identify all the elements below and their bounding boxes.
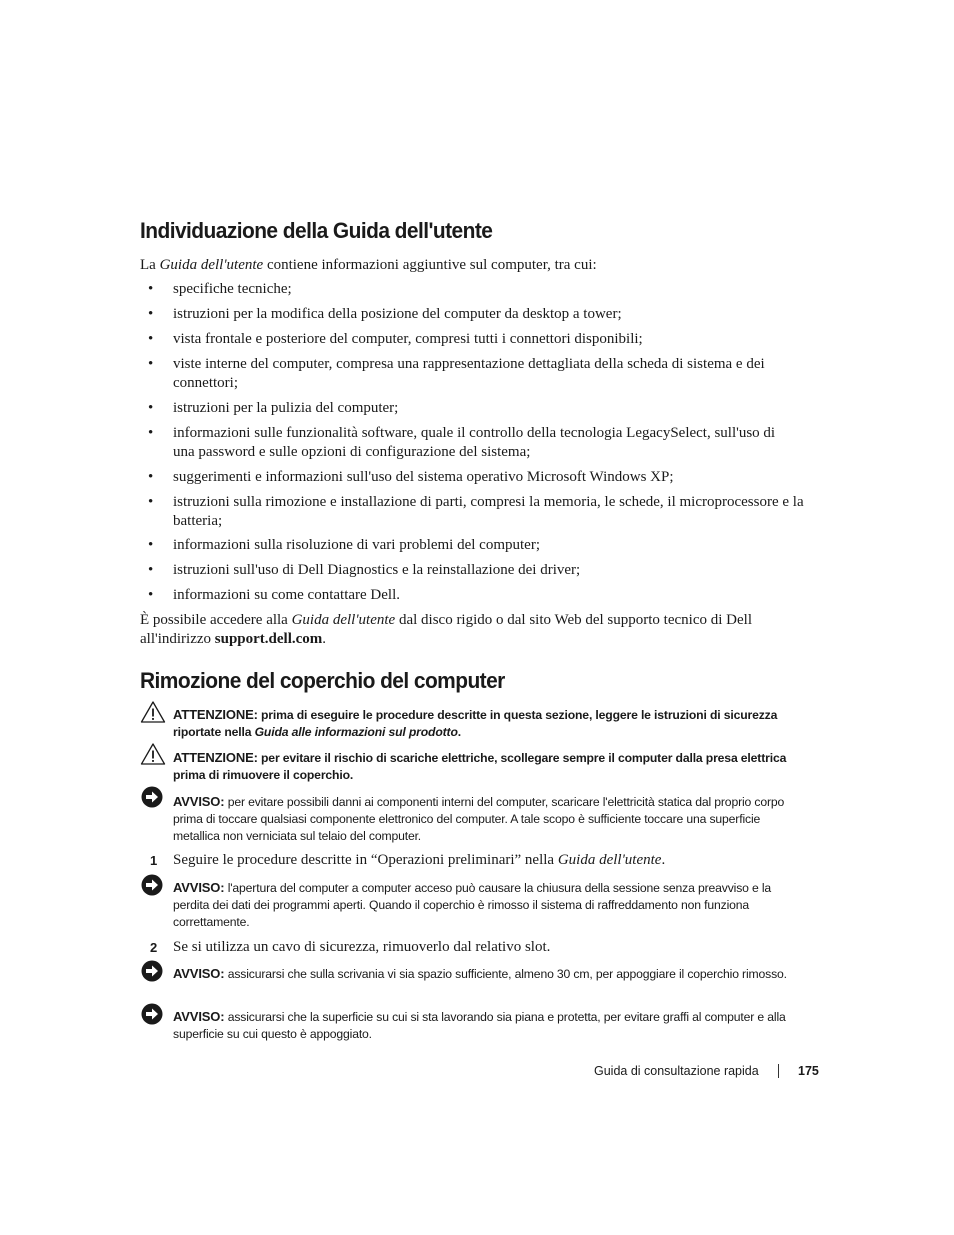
access-paragraph: È possibile accedere alla Guida dell'utente dal disco rigido o dal sito Web del supporto tecnico di Dell all'indirizzo support.dell.com. bbox=[140, 612, 752, 647]
notice-label: AVVISO: bbox=[173, 880, 225, 895]
bullet-marker: • bbox=[148, 537, 154, 553]
section-heading-user-guide: Individuazione della Guida dell'utente bbox=[140, 218, 493, 243]
caution-warning-icon bbox=[140, 742, 166, 766]
caution-label: ATTENZIONE: bbox=[173, 707, 258, 722]
list-item: vista frontale e posteriore del computer, compresi tutti i connettori disponibili; bbox=[173, 331, 643, 347]
bullet-marker: • bbox=[148, 587, 154, 603]
list-item: istruzioni sull'uso di Dell Diagnostics e la reinstallazione dei driver; bbox=[173, 562, 581, 578]
list-item: istruzioni per la pulizia del computer; bbox=[173, 400, 399, 416]
notice-open-computer: AVVISO: l'apertura del computer a computer acceso può causare la chiusura della sessione senza preavviso e la perdita dei dati dei programmi aperti. Quando il coperchio è rimosso il sistema di raffreddamento non funziona correttamente. bbox=[173, 880, 772, 929]
bullet-marker: • bbox=[148, 281, 154, 297]
section-heading-remove-cover: Rimozione del coperchio del computer bbox=[140, 668, 505, 693]
notice-arrow-icon bbox=[140, 959, 166, 983]
bullet-marker: • bbox=[148, 356, 154, 372]
bullet-marker: • bbox=[148, 331, 154, 347]
footer-divider bbox=[778, 1064, 779, 1078]
step-text: Seguire le procedure descritte in “Operazioni preliminari” nella Guida dell'utente. bbox=[173, 852, 666, 868]
notice-static-electricity: AVVISO: per evitare possibili danni ai componenti interni del computer, scaricare l'elettricità statica dal proprio corpo prima di toccare qualsiasi componente elettronico del computer. A tale scopo è sufficiente toccare una superficie metallica non verniciata sul telaio del computer. bbox=[173, 794, 785, 843]
list-item: istruzioni per la modifica della posizione del computer da desktop a tower; bbox=[173, 306, 622, 322]
intro-paragraph: La Guida dell'utente contiene informazioni aggiuntive sul computer, tra cui: bbox=[140, 257, 597, 273]
bullet-marker: • bbox=[148, 469, 154, 485]
list-item: suggerimenti e informazioni sull'uso del sistema operativo Microsoft Windows XP; bbox=[173, 469, 674, 485]
notice-label: AVVISO: bbox=[173, 794, 225, 809]
support-url: support.dell.com bbox=[214, 631, 323, 647]
step-number: 1 bbox=[150, 853, 158, 868]
list-item: informazioni su come contattare Dell. bbox=[173, 587, 400, 603]
page-number: 175 bbox=[798, 1064, 819, 1078]
notice-arrow-icon bbox=[140, 1002, 166, 1026]
bullet-marker: • bbox=[148, 400, 154, 416]
list-item: istruzioni sulla rimozione e installazione di parti, compresi la memoria, le schede, il microprocessore e la batteria; bbox=[173, 494, 804, 529]
notice-arrow-icon bbox=[140, 873, 166, 897]
bullet-marker: • bbox=[148, 494, 154, 510]
caution-note-safety: ATTENZIONE: prima di eseguire le procedure descritte in questa sezione, leggere le istruzioni di sicurezza riportate nella Guida alle informazioni sul prodotto. bbox=[173, 707, 778, 739]
bullet-marker: • bbox=[148, 562, 154, 578]
bullet-marker: • bbox=[148, 425, 154, 441]
caution-label: ATTENZIONE: bbox=[173, 750, 258, 765]
list-item: informazioni sulle funzionalità software, quale il controllo della tecnologia LegacySelect, sull'uso di una password e sulle opzioni di configurazione del sistema; bbox=[173, 425, 776, 460]
caution-note-electric: ATTENZIONE: per evitare il rischio di scariche elettriche, scollegare sempre il computer dalla presa elettrica prima di rimuovere il coperchio. bbox=[173, 750, 787, 782]
notice-label: AVVISO: bbox=[173, 966, 225, 981]
caution-warning-icon bbox=[140, 700, 166, 724]
list-item: specifiche tecniche; bbox=[173, 281, 292, 297]
bullet-marker: • bbox=[148, 306, 154, 322]
notice-desk-space: AVVISO: assicurarsi che sulla scrivania vi sia spazio sufficiente, almeno 30 cm, per appoggiare il coperchio rimosso. bbox=[173, 966, 787, 981]
footer-title: Guida di consultazione rapida bbox=[594, 1064, 759, 1078]
list-item: informazioni sulla risoluzione di vari problemi del computer; bbox=[173, 537, 540, 553]
notice-arrow-icon bbox=[140, 785, 166, 809]
list-item: viste interne del computer, compresa una rappresentazione dettagliata della scheda di sistema e dei connettori; bbox=[173, 356, 765, 391]
notice-label: AVVISO: bbox=[173, 1009, 225, 1024]
step-number: 2 bbox=[150, 940, 158, 955]
step-text: Se si utilizza un cavo di sicurezza, rimuoverlo dal relativo slot. bbox=[173, 939, 551, 955]
notice-work-surface: AVVISO: assicurarsi che la superficie su cui si sta lavorando sia piana e protetta, per evitare graffi al computer e alla superficie su cui questo è appoggiato. bbox=[173, 1009, 786, 1041]
